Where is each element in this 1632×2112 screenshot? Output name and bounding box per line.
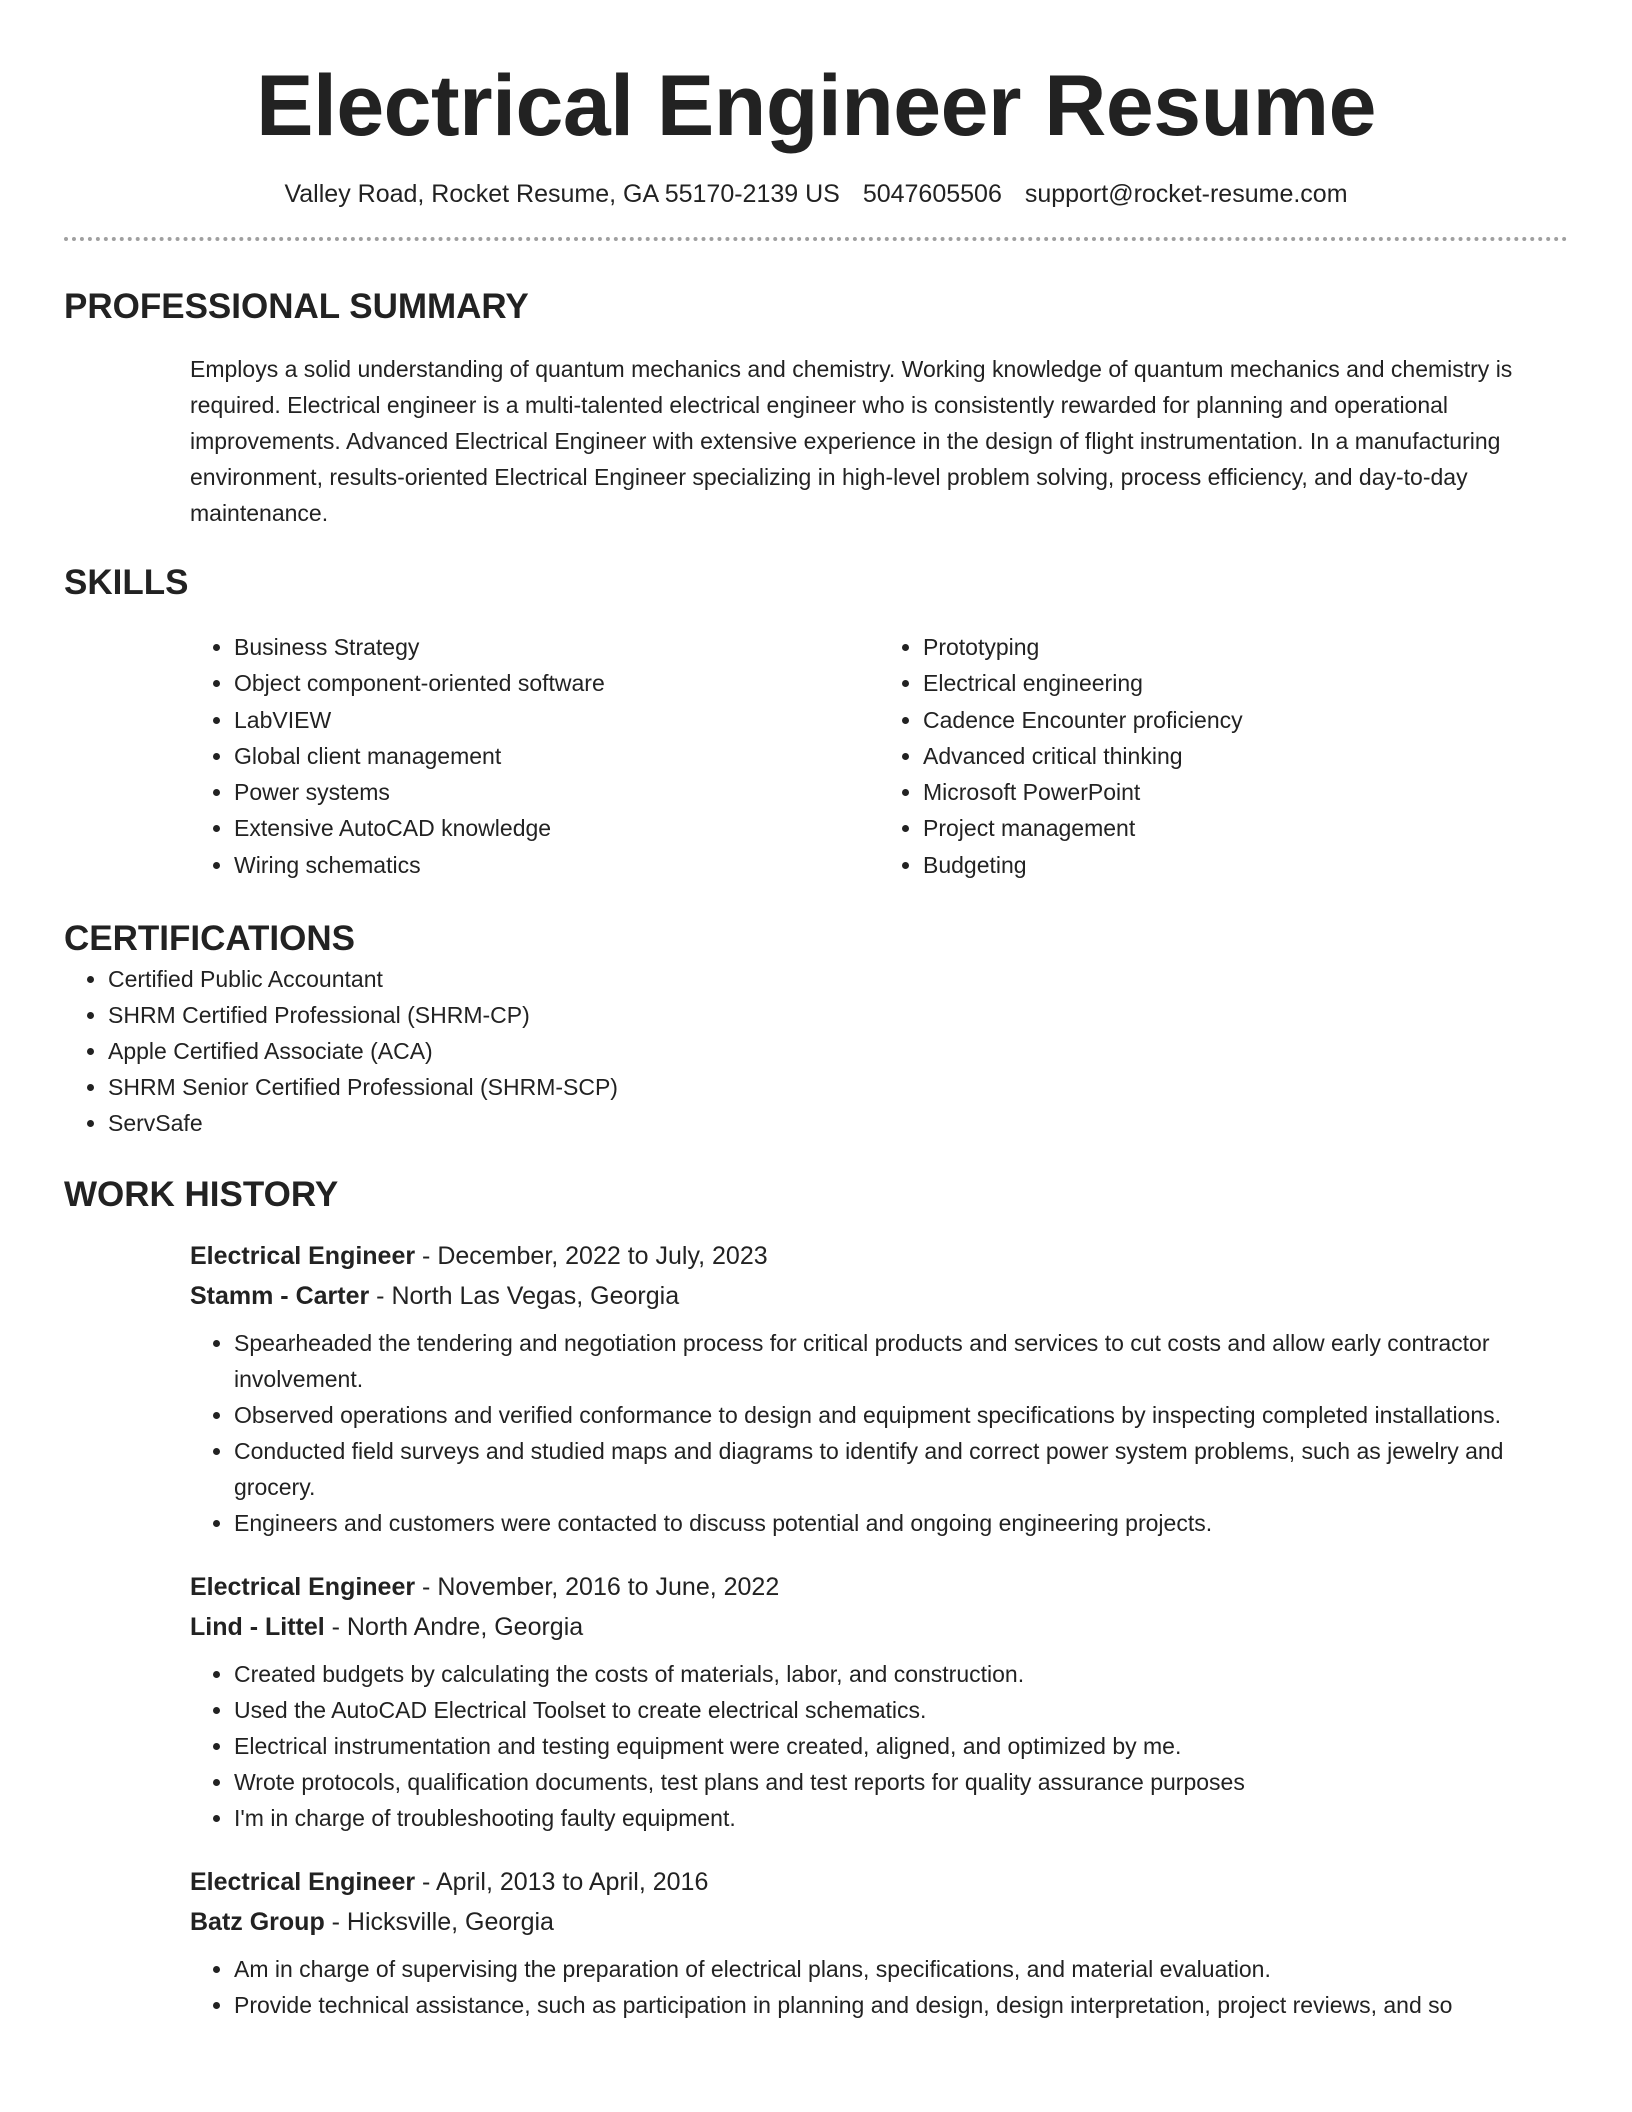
job-entry xyxy=(190,1239,1568,1541)
contact-info xyxy=(64,178,1568,210)
work-history-heading: WORK HISTORY xyxy=(64,1175,339,1215)
certification-item: • SHRM Senior Certified Professional (SHRM-SCP) xyxy=(108,1069,1568,1105)
skill-item: • LabVIEW xyxy=(234,702,879,738)
certifications-heading: CERTIFICATIONS xyxy=(64,919,356,959)
job-duty-item: • Created budgets by calculating the costs of materials, labor, and construction. xyxy=(234,1656,1568,1692)
job-duty-item: • Observed operations and verified conformance to design and equipment specifications by inspecting completed installations. xyxy=(234,1397,1568,1433)
job-company-line xyxy=(190,1905,1568,1939)
skill-item: • Cadence Encounter proficiency xyxy=(923,702,1568,738)
dotted-divider xyxy=(64,237,1568,241)
skill-item: • Wiring schematics xyxy=(234,847,879,883)
skill-item: • Electrical engineering xyxy=(923,665,1568,701)
job-duty-item: • I'm in charge of troubleshooting faulty equipment. xyxy=(234,1800,1568,1836)
job-duty-item: • Spearheaded the tendering and negotiation process for critical products and services to cut costs and allow early contractor involvement. xyxy=(234,1325,1568,1397)
job-duty-item: • Provide technical assistance, such as participation in planning and design, design interpretation, project reviews, and so xyxy=(234,1987,1568,2023)
job-company: Batz Group xyxy=(190,1908,325,1937)
skill-item: • Power systems xyxy=(234,774,879,810)
job-duties-list xyxy=(190,1656,1568,1836)
job-company-line xyxy=(190,1279,1568,1313)
skill-item: • Extensive AutoCAD knowledge xyxy=(234,810,879,846)
skills-columns xyxy=(190,629,1568,883)
job-duty-item: • Used the AutoCAD Electrical Toolset to create electrical schematics. xyxy=(234,1692,1568,1728)
skill-item: • Project management xyxy=(923,810,1568,846)
contact-address: Valley Road, Rocket Resume, GA 55170-2139 US xyxy=(284,180,840,208)
job-title-line xyxy=(190,1570,1568,1604)
skill-item: • Prototyping xyxy=(923,629,1568,665)
job-duty-item: • Conducted field surveys and studied maps and diagrams to identify and correct power system problems, such as jewelry and grocery. xyxy=(234,1433,1568,1505)
job-duties-list xyxy=(190,1951,1568,2023)
job-location: - North Andre, Georgia xyxy=(324,1613,584,1642)
job-duty-item: • Am in charge of supervising the preparation of electrical plans, specifications, and material evaluation. xyxy=(234,1951,1568,1987)
skill-item: • Microsoft PowerPoint xyxy=(923,774,1568,810)
certification-item: • Certified Public Accountant xyxy=(108,961,1568,997)
skill-item: • Business Strategy xyxy=(234,629,879,665)
certification-item: • ServSafe xyxy=(108,1105,1568,1141)
job-duty-item: • Engineers and customers were contacted to discuss potential and ongoing engineering projects. xyxy=(234,1505,1568,1541)
job-title: Electrical Engineer xyxy=(190,1868,416,1897)
job-duty-item: • Wrote protocols, qualification documents, test plans and test reports for quality assurance purposes xyxy=(234,1764,1568,1800)
job-title: Electrical Engineer xyxy=(190,1573,416,1602)
contact-email: support@rocket-resume.com xyxy=(1024,180,1348,208)
skill-item: • Budgeting xyxy=(923,847,1568,883)
skill-item: • Global client management xyxy=(234,738,879,774)
job-dates: - April, 2013 to April, 2016 xyxy=(415,1868,709,1897)
job-title: Electrical Engineer xyxy=(190,1242,416,1271)
skills-heading: SKILLS xyxy=(64,563,189,602)
page-title: Electrical Engineer Resume xyxy=(256,58,1376,154)
job-company: Stamm - Carter xyxy=(190,1282,370,1311)
job-dates: - December, 2022 to July, 2023 xyxy=(415,1242,768,1271)
job-title-line xyxy=(190,1865,1568,1899)
skills-left-list xyxy=(190,629,879,883)
summary-text: Employs a solid understanding of quantum mechanics and chemistry. Working knowledge of quantum mechanics and chemistry is required. Electrical engineer is a multi-talented electrical engineer who is consistently rewarded for planning and operational improvements. Advanced Electrical Engineer with extensive experience in the design of flight instrumentation. In a manufacturing environment, results-oriented Electrical Engineer specializing in high-level problem solving, process efficiency, and day-to-day maintenance. xyxy=(190,356,1513,526)
contact-phone: 5047605506 xyxy=(862,180,1002,208)
certification-item: • SHRM Certified Professional (SHRM-CP) xyxy=(108,997,1568,1033)
job-entry xyxy=(190,1570,1568,1836)
job-duties-list xyxy=(190,1325,1568,1541)
job-dates: - November, 2016 to June, 2022 xyxy=(415,1573,780,1602)
job-title-line xyxy=(190,1239,1568,1273)
skills-right-list xyxy=(879,629,1568,883)
job-location: - North Las Vegas, Georgia xyxy=(369,1282,680,1311)
certification-item: • Apple Certified Associate (ACA) xyxy=(108,1033,1568,1069)
job-company: Lind - Littel xyxy=(190,1613,325,1642)
job-company-line xyxy=(190,1610,1568,1644)
job-location: - Hicksville, Georgia xyxy=(324,1908,554,1937)
skill-item: • Advanced critical thinking xyxy=(923,738,1568,774)
job-entry xyxy=(190,1865,1568,2023)
certifications-list xyxy=(64,961,1568,1141)
job-duty-item: • Electrical instrumentation and testing equipment were created, aligned, and optimized by me. xyxy=(234,1728,1568,1764)
summary-heading: PROFESSIONAL SUMMARY xyxy=(64,287,529,326)
skill-item: • Object component-oriented software xyxy=(234,665,879,701)
